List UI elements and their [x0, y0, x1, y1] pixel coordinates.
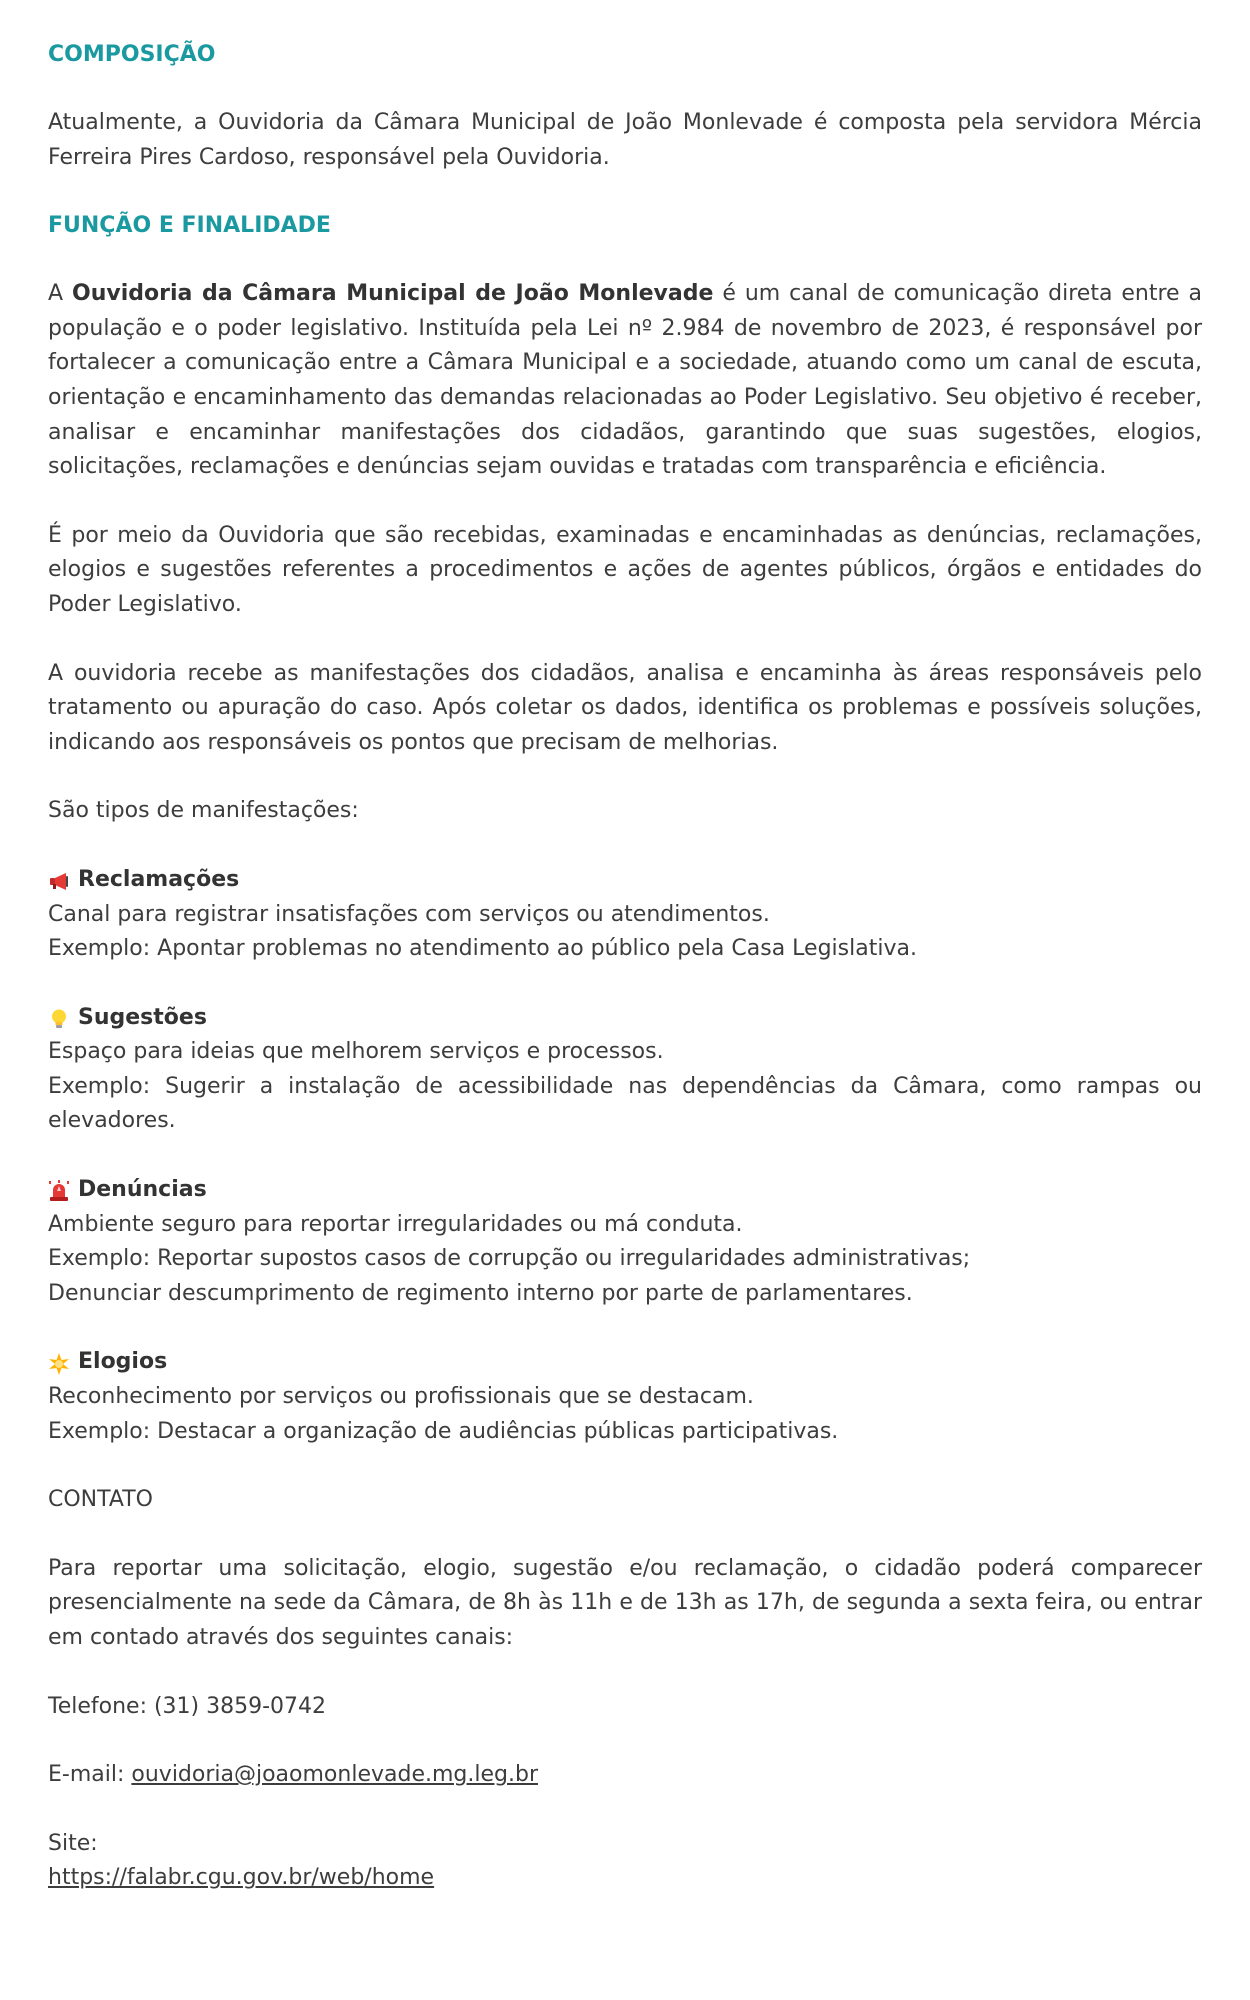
funcao-p1-prefix: A	[48, 281, 72, 307]
siren-icon	[48, 1179, 70, 1201]
ouvidoria-name: Ouvidoria da Câmara Municipal de João Monlevade	[72, 281, 714, 307]
contato-text: Para reportar uma solicitação, elogio, sugestão e/ou reclamação, o cidadão poderá comparecer presencialmente na sede da Câmara, de 8h às 11h e de 13h as 17h, de segunda a sexta feira, ou entrar em contado através dos seguintes canais:	[48, 1555, 1202, 1650]
type-denuncias-line-2: Exemplo: Reportar supostos casos de corrupção ou irregularidades administrativas;	[48, 1246, 971, 1272]
type-title-elogios: Elogios	[78, 1349, 168, 1375]
type-title-reclamacoes: Reclamações	[78, 866, 240, 892]
funcao-p1-rest: é um canal de comunicação direta entre a população e o poder legislativo. Instituída pela Lei nº 2.984 de novembro de 2023, é responsável por fortalecer a comunicação entre a Câmara Municipal e a sociedade, atuando como um canal de escuta, orientação e encaminhamento das demandas relacionadas ao Poder Legislativo. Seu objetivo é receber, analisar e encaminhar manifestações dos cidadãos, garantindo que suas sugestões, elogios, solicitações, reclamações e denúncias sejam ouvidas e tratadas com transparência e eficiência.	[48, 281, 1202, 480]
type-reclamacoes	[48, 863, 1202, 967]
types-intro: São tipos de manifestações:	[48, 798, 359, 824]
type-sugestoes	[48, 1001, 1202, 1139]
composicao-text: Atualmente, a Ouvidoria da Câmara Municipal de João Monlevade é composta pela servidora Mércia Ferreira Pires Cardoso, responsável pela Ouvidoria.	[48, 110, 1202, 170]
type-reclamacoes-line-1: Canal para registrar insatisfações com serviços ou atendimentos.	[48, 901, 770, 927]
light-bulb-icon	[48, 1007, 70, 1029]
type-title-sugestoes: Sugestões	[78, 1004, 207, 1030]
type-denuncias	[48, 1173, 1202, 1311]
contato-heading: CONTATO	[48, 1487, 153, 1513]
contato-phone: Telefone: (31) 3859-0742	[48, 1693, 327, 1719]
type-elogios	[48, 1345, 1202, 1449]
funcao-paragraph-1	[48, 277, 1202, 485]
megaphone-icon	[48, 869, 70, 891]
funcao-paragraph-2: É por meio da Ouvidoria que são recebidas, examinadas e encaminhadas as denúncias, reclamações, elogios e sugestões referentes a procedimentos e ações de agentes públicos, órgãos e entidades do Poder Legislativo.	[48, 522, 1202, 617]
type-elogios-line-1: Reconhecimento por serviços ou profissionais que se destacam.	[48, 1384, 754, 1410]
funcao-paragraph-3: A ouvidoria recebe as manifestações dos cidadãos, analisa e encaminha às áreas responsáveis pelo tratamento ou apuração do caso. Após coletar os dados, identifica os problemas e possíveis soluções, indicando aos responsáveis os pontos que precisam de melhorias.	[48, 660, 1202, 755]
type-denuncias-line-3: Denunciar descumprimento de regimento interno por parte de parlamentares.	[48, 1280, 913, 1306]
type-sugestoes-line-2: Exemplo: Sugerir a instalação de acessibilidade nas dependências da Câmara, como rampas ou elevadores.	[48, 1073, 1202, 1134]
type-elogios-line-2: Exemplo: Destacar a organização de audiências públicas participativas.	[48, 1418, 839, 1444]
funcao-heading: FUNÇÃO E FINALIDADE	[48, 213, 331, 239]
site-label: Site:	[48, 1830, 98, 1856]
email-link[interactable]: ouvidoria@joaomonlevade.mg.leg.br	[131, 1762, 538, 1788]
star-burst-icon	[48, 1352, 70, 1374]
contato-site	[48, 1827, 1202, 1896]
type-reclamacoes-line-2: Exemplo: Apontar problemas no atendimento ao público pela Casa Legislativa.	[48, 936, 917, 962]
type-denuncias-line-1: Ambiente seguro para reportar irregularidades ou má conduta.	[48, 1211, 743, 1237]
type-title-denuncias: Denúncias	[78, 1177, 207, 1203]
composicao-heading: COMPOSIÇÃO	[48, 42, 216, 67]
site-link[interactable]: https://falabr.cgu.gov.br/web/home	[48, 1865, 435, 1891]
contato-email	[48, 1758, 1202, 1793]
email-label: E-mail:	[48, 1762, 132, 1788]
type-sugestoes-line-1: Espaço para ideias que melhorem serviços e processos.	[48, 1039, 664, 1065]
